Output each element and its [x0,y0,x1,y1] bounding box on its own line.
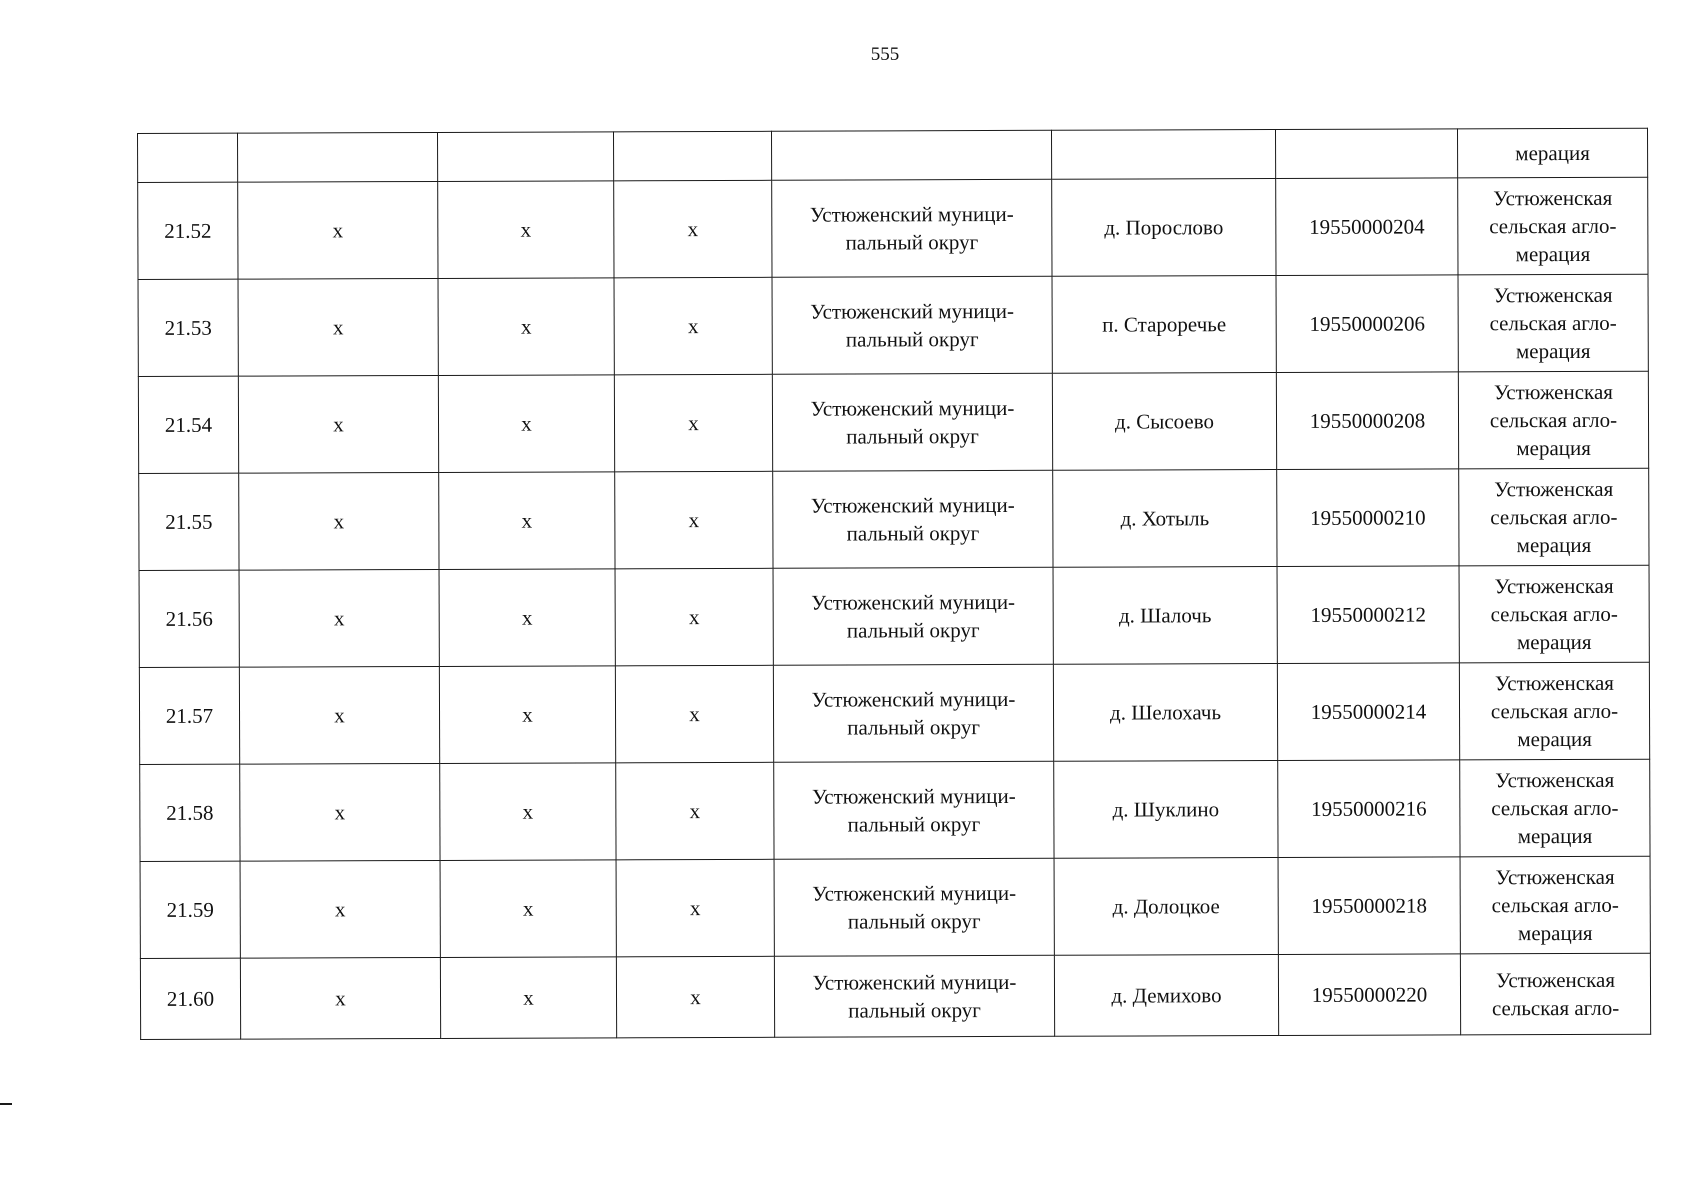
district-cell [772,373,1052,471]
agglomeration-line: мерация [1516,532,1592,558]
district-line: пальный округ [846,424,979,449]
x-mark-cell: х [240,957,440,1039]
settlement-cell: д. Шуклино [1054,761,1278,859]
x-mark-cell: х [238,181,438,279]
agglomeration-line: Устюженская [1494,476,1614,502]
agglomeration-line: мерация [1517,823,1593,849]
empty-cell [437,132,613,182]
district-line: Устюженский муници- [812,969,1017,995]
agglomeration-line: Устюженская [1495,864,1615,890]
agglomeration-line: сельская агло- [1491,892,1619,918]
district-line: пальный округ [848,998,981,1023]
empty-cell [771,130,1051,180]
district-line: Устюженский муници- [811,783,1016,809]
district-line: пальный округ [846,618,980,643]
agglomeration-line: мерация [1516,629,1592,655]
agglomeration-line: Устюженская [1493,379,1613,405]
district-line: пальный округ [845,327,979,352]
oktmo-code-cell: 19550000218 [1278,857,1460,955]
settlement-cell: д. Шелохачь [1053,664,1277,762]
margin-dash [0,1103,12,1105]
oktmo-code-cell: 19550000204 [1276,178,1458,276]
agglomeration-continuation-cell: мерация [1457,128,1647,178]
x-mark-cell: х [616,956,774,1038]
agglomeration-line: мерация [1517,726,1592,752]
agglomeration-line: сельская агло- [1489,407,1618,433]
empty-cell [238,132,438,182]
agglomeration-line: мерация [1517,920,1593,946]
x-mark-cell: х [239,472,439,570]
agglomeration-cell [1459,565,1649,663]
empty-cell [1051,130,1275,180]
row-number-cell: 21.58 [140,764,240,861]
agglomeration-cell [1460,759,1650,857]
x-mark-cell: х [439,569,615,667]
oktmo-code-cell: 19550000208 [1276,372,1458,470]
table-row [139,565,1649,667]
x-mark-cell: х [440,763,616,861]
settlement-cell: п. Старoречье [1052,276,1276,374]
x-mark-cell: х [440,860,616,958]
agglomeration-line: Устюженская [1495,767,1615,793]
x-mark-cell: х [240,763,440,861]
continuation-header-row [138,128,1648,182]
agglomeration-line: Устюженская [1494,670,1614,696]
settlement-cell: д. Порослово [1052,179,1276,277]
settlement-cell: д. Шалочь [1053,567,1277,665]
row-number-cell: 21.56 [139,570,239,667]
table-row [139,662,1649,764]
table-row [138,274,1648,376]
district-cell [773,664,1053,762]
agglomeration-line: сельская агло- [1491,995,1620,1021]
settlement-cell: д. Демихово [1054,955,1278,1037]
row-number-cell: 21.54 [138,376,238,473]
row-number-cell: 21.55 [139,473,239,570]
x-mark-cell: х [614,180,772,278]
x-mark-cell: х [438,375,614,473]
row-number-cell: 21.57 [139,667,239,764]
settlement-registry-table [137,128,1651,1040]
district-line: Устюженский муници- [809,201,1014,227]
empty-cell [613,131,771,181]
district-cell [774,858,1054,956]
district-cell [772,179,1052,277]
agglomeration-line: сельская агло- [1489,310,1617,336]
district-line: Устюженский муници- [810,395,1015,421]
x-mark-cell: х [616,762,774,860]
agglomeration-line: сельская агло- [1490,504,1618,530]
district-line: Устюженский муници- [811,589,1016,615]
district-line: Устюженский муници- [810,492,1015,518]
agglomeration-line: сельская агло- [1489,213,1617,239]
district-line: Устюженский муници- [810,298,1015,324]
table-row [138,371,1648,473]
x-mark-cell: х [440,957,616,1039]
x-mark-cell: х [439,472,615,570]
oktmo-code-cell: 19550000214 [1277,663,1459,761]
district-cell [773,470,1053,568]
agglomeration-line: мерация [1515,241,1591,267]
agglomeration-line: мерация [1516,435,1591,461]
page-number: 555 [870,44,900,65]
table-row [140,759,1650,861]
oktmo-code-cell: 19550000210 [1277,469,1459,567]
row-number-cell: 21.60 [140,958,240,1039]
district-line: Устюженский муници- [811,686,1016,712]
agglomeration-cell [1458,371,1648,469]
district-line: пальный округ [846,521,980,546]
x-mark-cell: х [238,278,438,376]
settlement-cell: д. Сысоево [1052,373,1276,471]
x-mark-cell: х [238,375,438,473]
x-mark-cell: х [615,471,773,569]
table-row [139,468,1649,570]
table-row [138,177,1648,279]
district-cell [772,276,1052,374]
row-number-cell: 21.52 [138,182,238,279]
oktmo-code-cell: 19550000212 [1277,566,1459,664]
agglomeration-line: Устюженская [1493,282,1613,308]
x-mark-cell: х [439,666,615,764]
agglomeration-line: Устюженская [1495,967,1616,993]
row-number-cell: 21.53 [138,279,238,376]
x-mark-cell: х [615,665,773,763]
x-mark-cell: х [239,666,439,764]
oktmo-code-cell: 19550000216 [1278,760,1460,858]
district-line: пальный округ [845,230,979,255]
district-cell [773,567,1053,665]
empty-cell [1275,129,1457,179]
table-container [137,128,1650,1040]
agglomeration-line: сельская агло- [1490,698,1619,724]
district-cell [774,955,1054,1037]
row-number-cell: 21.59 [140,861,240,958]
x-mark-cell: х [438,181,614,279]
x-mark-cell: х [615,568,773,666]
district-cell [774,761,1054,859]
table-row [140,953,1650,1039]
district-line: Устюженский муници- [812,880,1017,906]
empty-cell [138,133,238,182]
district-line: пальный округ [847,812,981,837]
district-line: пальный округ [847,909,981,934]
x-mark-cell: х [614,277,772,375]
x-mark-cell: х [240,860,440,958]
agglomeration-line: сельская агло- [1491,795,1619,821]
x-mark-cell: х [239,569,439,667]
agglomeration-line: Устюженская [1493,185,1613,211]
x-mark-cell: х [614,374,772,472]
x-mark-cell: х [616,859,774,957]
agglomeration-cell [1459,662,1649,760]
table-row [140,856,1650,958]
oktmo-code-cell: 19550000206 [1276,275,1458,373]
agglomeration-line: Устюженская [1494,573,1614,599]
agglomeration-line: мерация [1515,338,1591,364]
settlement-cell: д. Долоцкое [1054,858,1278,956]
district-line: пальный округ [847,715,980,740]
oktmo-code-cell: 19550000220 [1278,954,1460,1036]
agglomeration-cell [1459,468,1649,566]
settlement-cell: д. Хотыль [1053,470,1277,568]
agglomeration-cell [1458,177,1648,275]
agglomeration-cell [1460,856,1650,954]
agglomeration-cell [1458,274,1648,372]
agglomeration-cell [1460,953,1650,1035]
agglomeration-line: сельская агло- [1490,601,1618,627]
x-mark-cell: х [438,278,614,376]
